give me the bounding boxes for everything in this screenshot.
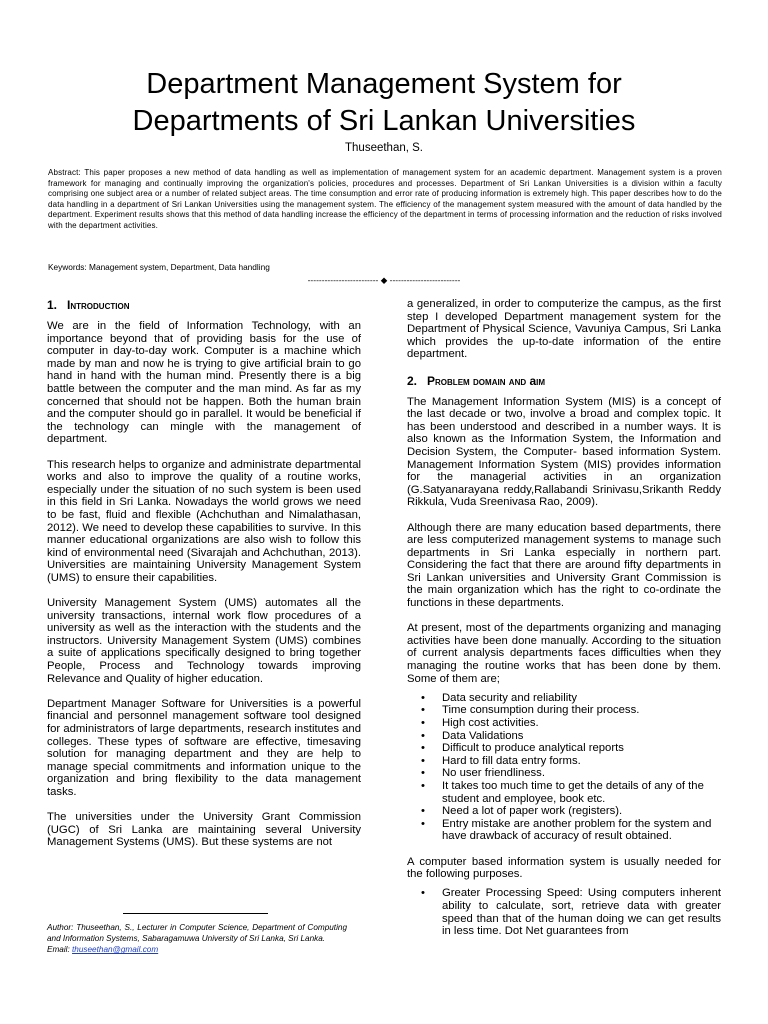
bullet-icon: • xyxy=(421,767,425,780)
list-item-text: No user friendliness. xyxy=(442,767,545,780)
list-item-text: Entry mistake are another problem for the system and have drawback of accuracy of result obtained. xyxy=(442,817,712,843)
section-2-first-letter-b: a xyxy=(529,373,537,388)
keywords-label: Keywords: xyxy=(48,262,87,272)
list-item xyxy=(421,767,721,780)
email-link[interactable]: thuseethan@gmail.com xyxy=(72,945,159,955)
list-item xyxy=(421,742,721,755)
paragraph: This research helps to organize and administrate departmental works and also to improve the quality of a routine works, especially under the situation of no such system is been used in this field in Sri Lanka. Nowadays the world grows we need to be fast, fluid and flexible (Achchuthan and Nimalathasan, 2012). We need to develop these capabilities to survive. In this manner educational organizations are also wish to follow this kind of environmental need (Sivarajah and Achchuthan, 2013). Universities are maintaining University Management System (UMS) to ensure their capabilities. xyxy=(47,458,361,584)
section-1-title: ntroduction xyxy=(70,298,130,312)
keywords-text: Management system, Department, Data handling xyxy=(86,262,270,272)
bullet-icon: • xyxy=(421,887,425,900)
paragraph: At present, most of the departments organizing and managing activities have been done manually. According to the situation of current analysis departments faces difficulties when they managing the routine works that has been done by them. Some of them are; xyxy=(407,622,721,685)
paragraph: University Management System (UMS) automates all the university transactions, internal work flow procedures of a university as well as the interaction with the students and the instructors. University Management System (UMS) combines a suite of applications specifically designed to bring together People, Process and Technology towards improving Relevance and Quality of higher education. xyxy=(47,597,361,685)
list-item-text: Hard to fill data entry forms. xyxy=(442,754,581,767)
bullet-icon: • xyxy=(421,704,425,717)
section-2-heading xyxy=(407,374,721,388)
footnote-text: Author: Thuseethan, S., Lecturer in Computer Science, Department of Computing and Information Systems, Sabaragamuwa University of Sri Lanka, Sri Lanka. xyxy=(47,923,347,944)
paragraph: Although there are many education based departments, there are less computerized management systems to manage such departments in Sri Lanka especially in northern part. Considering the fact that there are around fifty departments in Sri Lankan universities and University Grant Commission is the main organization which has the right to co-ordinate the functions in these departments. xyxy=(407,521,721,610)
list-item xyxy=(421,717,721,730)
list-item xyxy=(421,730,721,743)
list-item-text: High cost activities. xyxy=(442,717,539,729)
bullet-icon: • xyxy=(421,754,425,767)
abstract xyxy=(48,168,722,232)
author-name: Thuseethan, S. xyxy=(345,142,423,154)
paragraph: We are in the field of Information Technology, with an importance beyond that of providing basis for the use of computer in day-to-day work. Computer is a machine which made by man and now he is trying to give artificial brain to go hand in hand with the human mind. Presently there is a big battle between the computer and the man mind. As far as my concerned that should not be happen. Both the human brain and the computer should go in parallel. It would be beneficial if the technology can mingle with the management of department. xyxy=(47,320,361,446)
paragraph: Department Manager Software for Universities is a powerful financial and personnel management software tool designed for administrators of large departments, research institutes and colleges. These types of software are effective, timesaving solution for managing department and they are help to manage special commitments and information unique to the organization and bring flexibility to the data management tasks. xyxy=(47,697,361,798)
difficulties-list xyxy=(407,692,721,843)
list-item xyxy=(421,805,721,818)
title-line-2: Departments of Sri Lankan Universities xyxy=(132,105,636,137)
author-footnote xyxy=(47,922,347,956)
section-2-title-b: im xyxy=(536,373,546,388)
abstract-text: This paper proposes a new method of data handling as well as implementation of management system for an academic department. Management system is a proven framework for managing and continually improving the organization's policies, procedures and processes. Department of Sri Lankan Universities is a division within a faculty comprising one subject area or a number of related subject areas. The time consumption and error rate of producing information is extremely high. This paper describes how to do the data handling in a department of Sri Lankan Universities using the management system. The efficiency of the management system measured with the amount of data handled by the department. Experiment results shows that this method of data handling increase the efficiency of the department in terms of processing information and the reduction of risks involved with the department activities. xyxy=(48,168,722,230)
footnote-rule xyxy=(123,913,268,914)
keywords xyxy=(48,262,270,272)
bullet-icon: • xyxy=(421,717,425,729)
section-1-number: 1. xyxy=(47,298,58,312)
list-item xyxy=(421,755,721,768)
left-column xyxy=(47,298,361,862)
list-item-text: Data security and reliability xyxy=(442,691,577,704)
paper-title xyxy=(40,66,728,140)
list-item-text: Difficult to produce analytical reports xyxy=(442,742,624,755)
purposes-list xyxy=(407,887,721,937)
paragraph: The Management Information System (MIS) is a concept of the last decade or two, involve a broad and complex topic. It has been understood and described in a number ways. It is also known as the Information System, the Information and Decision System, the Computer- based information System. Management Information System (MIS) provides information for the managerial activities in an organization (G.Satyanarayana reddy,Rallabandi Srinivasu,Srikanth Reddy Rikkula, Vuda Sreenivasa Rao, 2009). xyxy=(407,395,721,509)
section-2-title-a: roblem domain and xyxy=(435,373,530,388)
bullet-icon: • xyxy=(421,729,425,742)
list-item xyxy=(421,780,721,805)
list-item-text: Need a lot of paper work (registers). xyxy=(442,805,623,818)
list-item xyxy=(421,818,721,843)
bullet-icon: • xyxy=(421,742,425,755)
paragraph: a generalized, in order to computerize the campus, as the first step I developed Department management system for the Department of Physical Science, Vavuniya Campus, Sri Lanka which provides the up-to-date information of the entire department. xyxy=(407,298,721,361)
section-1-heading xyxy=(47,298,361,312)
list-item xyxy=(421,887,721,937)
title-line-1: Department Management System for xyxy=(146,68,622,100)
list-item xyxy=(421,692,721,705)
bullet-icon: • xyxy=(421,691,425,704)
paragraph: The universities under the University Grant Commission (UGC) of Sri Lanka are maintaining several University Management Systems (UMS). But these systems are not xyxy=(47,811,361,849)
right-column xyxy=(407,298,721,950)
section-divider: ------------------------- ◆ ------------------------- xyxy=(307,275,461,285)
list-item-text: Data Validations xyxy=(442,729,524,742)
list-item xyxy=(421,704,721,717)
email-label: Email: xyxy=(47,945,73,955)
bullet-icon: • xyxy=(421,779,425,792)
bullet-icon: • xyxy=(421,805,425,818)
paragraph: A computer based information system is usually needed for the following purposes. xyxy=(407,855,721,881)
list-item-text: Time consumption during their process. xyxy=(442,704,640,717)
abstract-label: Abstract: xyxy=(48,168,81,177)
list-item-text: Greater Processing Speed: Using computers inherent ability to calculate, sort, retrieve data with greater speed than that of the human doing we can get results in less time. Dot Net guarantees from xyxy=(442,887,721,938)
section-2-number: 2. xyxy=(407,373,418,388)
section-1-first-letter: I xyxy=(67,298,71,312)
list-item-text: It takes too much time to get the details of any of the student and employee, book etc. xyxy=(442,779,704,805)
bullet-icon: • xyxy=(421,817,425,830)
section-2-first-letter: P xyxy=(427,373,436,388)
